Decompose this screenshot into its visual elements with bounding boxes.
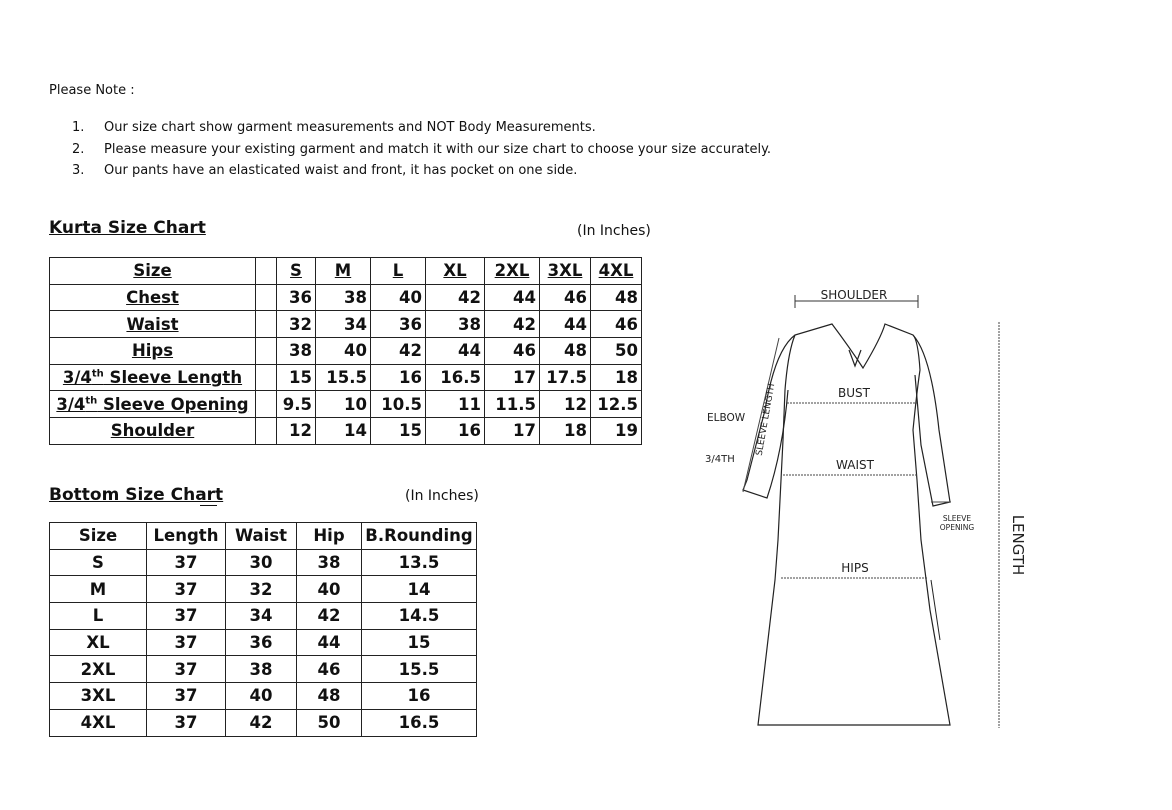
kurta-chart-title: Kurta Size Chart bbox=[49, 218, 206, 238]
spacer-cell bbox=[256, 284, 277, 311]
table-cell: 12 bbox=[540, 391, 591, 418]
table-cell: 11.5 bbox=[485, 391, 540, 418]
table-cell: 16 bbox=[371, 364, 426, 391]
table-cell: 38 bbox=[226, 656, 297, 683]
table-cell: 15.5 bbox=[362, 656, 477, 683]
table-cell: 42 bbox=[226, 709, 297, 736]
header-cell: Length bbox=[147, 523, 226, 550]
table-cell: 37 bbox=[147, 629, 226, 656]
kurta-neckline bbox=[849, 350, 861, 366]
table-cell: 46 bbox=[591, 311, 642, 338]
table-cell: 32 bbox=[226, 576, 297, 603]
table-cell: 38 bbox=[426, 311, 485, 338]
table-cell: 18 bbox=[591, 364, 642, 391]
table-cell: 38 bbox=[297, 549, 362, 576]
table-cell: 16 bbox=[426, 418, 485, 445]
bottom-size-table bbox=[49, 522, 477, 737]
table-cell: 9.5 bbox=[277, 391, 316, 418]
row-label: 3/4th Sleeve Length bbox=[50, 364, 256, 391]
table-cell: 2XL bbox=[50, 656, 147, 683]
table-cell: 17 bbox=[485, 364, 540, 391]
note-number: 3. bbox=[72, 163, 85, 178]
table-row bbox=[50, 418, 642, 445]
table-cell: 44 bbox=[297, 629, 362, 656]
sleeve-opening-label: SLEEVE bbox=[942, 514, 972, 523]
table-cell: 48 bbox=[540, 338, 591, 365]
elbow-label: ELBOW bbox=[707, 412, 746, 424]
spacer-cell bbox=[256, 364, 277, 391]
header-cell: Hip bbox=[297, 523, 362, 550]
table-cell: 14.5 bbox=[362, 603, 477, 630]
table-cell: 19 bbox=[591, 418, 642, 445]
note-text: Our size chart show garment measurements and NOT Body Measurements. bbox=[104, 120, 596, 135]
note-item bbox=[72, 160, 771, 182]
table-cell: 16.5 bbox=[362, 709, 477, 736]
row-label: 3/4th Sleeve Opening bbox=[50, 391, 256, 418]
table-row bbox=[50, 338, 642, 365]
bottom-chart-title: Bottom Size Chart bbox=[49, 485, 224, 505]
table-cell: 44 bbox=[540, 311, 591, 338]
table-cell: 50 bbox=[591, 338, 642, 365]
note-title: Please Note : bbox=[49, 83, 135, 98]
table-cell: 36 bbox=[371, 311, 426, 338]
table-cell: 34 bbox=[226, 603, 297, 630]
table-cell: 15.5 bbox=[316, 364, 371, 391]
table-cell: 48 bbox=[297, 683, 362, 710]
note-item bbox=[72, 117, 771, 139]
table-row bbox=[50, 683, 477, 710]
table-cell: 14 bbox=[362, 576, 477, 603]
bust-label: BUST bbox=[838, 386, 870, 400]
shoulder-label: SHOULDER bbox=[820, 288, 888, 302]
table-row bbox=[50, 311, 642, 338]
table-cell: 32 bbox=[277, 311, 316, 338]
right-sleeve-outline bbox=[913, 335, 950, 506]
table-row bbox=[50, 576, 477, 603]
table-row bbox=[50, 284, 642, 311]
side-slit-line bbox=[931, 580, 940, 640]
table-cell: 34 bbox=[316, 311, 371, 338]
note-number: 2. bbox=[72, 141, 85, 157]
table-cell: 11 bbox=[426, 391, 485, 418]
table-row bbox=[50, 629, 477, 656]
kurta-measurement-diagram bbox=[695, 280, 1035, 740]
table-cell: M bbox=[50, 576, 147, 603]
note-text: Please measure your existing garment and match it with our size chart to choose your size accurately. bbox=[104, 141, 772, 157]
table-cell: XL bbox=[50, 629, 147, 656]
title-underline-extension bbox=[200, 505, 217, 506]
table-cell: 42 bbox=[371, 338, 426, 365]
table-cell: 37 bbox=[147, 576, 226, 603]
table-cell: 17.5 bbox=[540, 364, 591, 391]
table-header-row bbox=[50, 258, 642, 285]
table-cell: 18 bbox=[540, 418, 591, 445]
table-cell: 15 bbox=[362, 629, 477, 656]
note-text: Our pants have an elasticated waist and front, it has pocket on one side. bbox=[104, 163, 578, 178]
note-list bbox=[72, 117, 771, 182]
row-label: Chest bbox=[50, 284, 256, 311]
spacer-cell bbox=[256, 311, 277, 338]
bottom-unit-label: (In Inches) bbox=[405, 488, 479, 504]
spacer-cell bbox=[256, 258, 277, 285]
header-cell: L bbox=[371, 258, 426, 285]
table-cell: 44 bbox=[485, 284, 540, 311]
row-label: Waist bbox=[50, 311, 256, 338]
table-cell: 16 bbox=[362, 683, 477, 710]
table-cell: 46 bbox=[485, 338, 540, 365]
table-cell: L bbox=[50, 603, 147, 630]
table-cell: 36 bbox=[226, 629, 297, 656]
table-cell: 42 bbox=[485, 311, 540, 338]
sleeve-length-label: SLEEVE LENGTH bbox=[754, 382, 778, 457]
table-row bbox=[50, 709, 477, 736]
header-cell: 2XL bbox=[485, 258, 540, 285]
header-cell: 3XL bbox=[540, 258, 591, 285]
table-cell: 30 bbox=[226, 549, 297, 576]
header-cell: Waist bbox=[226, 523, 297, 550]
table-row bbox=[50, 364, 642, 391]
table-cell: 38 bbox=[277, 338, 316, 365]
table-cell: 37 bbox=[147, 656, 226, 683]
table-cell: 40 bbox=[316, 338, 371, 365]
table-cell: 36 bbox=[277, 284, 316, 311]
header-cell: M bbox=[316, 258, 371, 285]
table-cell: 37 bbox=[147, 709, 226, 736]
kurta-body-outline bbox=[758, 324, 950, 725]
spacer-cell bbox=[256, 338, 277, 365]
table-cell: 40 bbox=[297, 576, 362, 603]
table-cell: 46 bbox=[540, 284, 591, 311]
table-cell: 37 bbox=[147, 549, 226, 576]
spacer-cell bbox=[256, 391, 277, 418]
table-cell: 13.5 bbox=[362, 549, 477, 576]
hips-label: HIPS bbox=[841, 561, 869, 575]
waist-label: WAIST bbox=[836, 458, 874, 472]
header-cell: S bbox=[277, 258, 316, 285]
table-cell: 38 bbox=[316, 284, 371, 311]
header-cell: Size bbox=[50, 258, 256, 285]
table-header-row bbox=[50, 523, 477, 550]
table-cell: 10.5 bbox=[371, 391, 426, 418]
table-cell: 17 bbox=[485, 418, 540, 445]
table-cell: 37 bbox=[147, 603, 226, 630]
spacer-cell bbox=[256, 418, 277, 445]
table-row bbox=[50, 603, 477, 630]
table-cell: 12 bbox=[277, 418, 316, 445]
table-cell: S bbox=[50, 549, 147, 576]
table-row bbox=[50, 549, 477, 576]
table-cell: 15 bbox=[371, 418, 426, 445]
table-cell: 14 bbox=[316, 418, 371, 445]
note-number: 1. bbox=[72, 120, 85, 135]
kurta-unit-label: (In Inches) bbox=[577, 223, 651, 239]
table-cell: 48 bbox=[591, 284, 642, 311]
note-item bbox=[72, 139, 771, 161]
table-cell: 42 bbox=[426, 284, 485, 311]
table-cell: 12.5 bbox=[591, 391, 642, 418]
table-cell: 10 bbox=[316, 391, 371, 418]
row-label: Hips bbox=[50, 338, 256, 365]
sleeve-opening-label: OPENING bbox=[939, 523, 975, 532]
table-row bbox=[50, 656, 477, 683]
header-cell: XL bbox=[426, 258, 485, 285]
header-cell: B.Rounding bbox=[362, 523, 477, 550]
table-cell: 50 bbox=[297, 709, 362, 736]
kurta-size-table bbox=[49, 257, 642, 445]
table-row bbox=[50, 391, 642, 418]
table-cell: 15 bbox=[277, 364, 316, 391]
table-cell: 42 bbox=[297, 603, 362, 630]
three-fourth-label: 3/4TH bbox=[705, 454, 735, 465]
table-cell: 44 bbox=[426, 338, 485, 365]
length-label: LENGTH bbox=[1009, 514, 1027, 576]
table-cell: 4XL bbox=[50, 709, 147, 736]
table-cell: 37 bbox=[147, 683, 226, 710]
table-cell: 40 bbox=[226, 683, 297, 710]
table-cell: 40 bbox=[371, 284, 426, 311]
table-cell: 46 bbox=[297, 656, 362, 683]
table-cell: 3XL bbox=[50, 683, 147, 710]
header-cell: 4XL bbox=[591, 258, 642, 285]
header-cell: Size bbox=[50, 523, 147, 550]
row-label: Shoulder bbox=[50, 418, 256, 445]
table-cell: 16.5 bbox=[426, 364, 485, 391]
